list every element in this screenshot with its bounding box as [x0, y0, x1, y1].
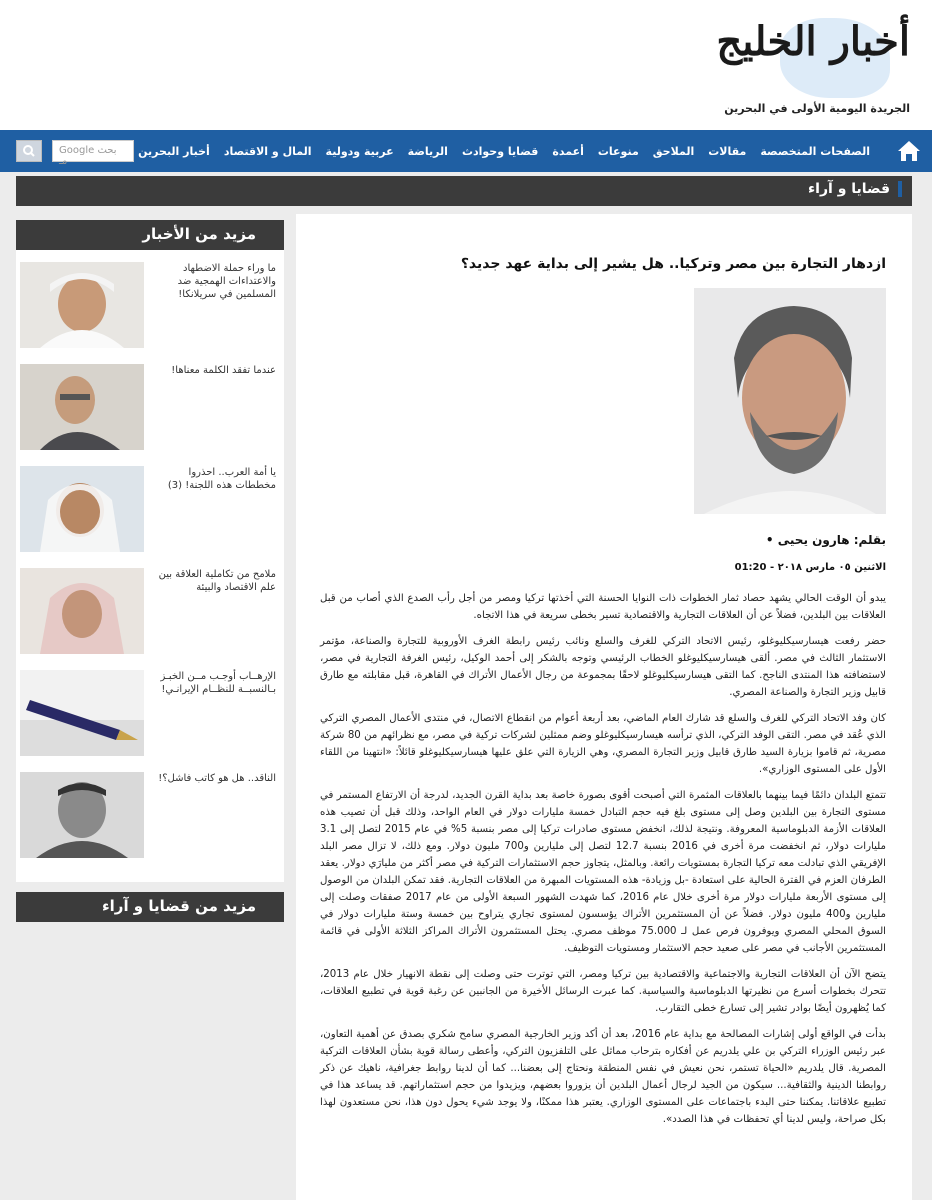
author-thumbnail[interactable]	[20, 568, 144, 654]
main-nav	[0, 130, 932, 172]
nav-item-articles[interactable]: مقالات	[708, 144, 747, 158]
pen-thumbnail[interactable]	[20, 670, 144, 756]
sidebar-item-link[interactable]: يا أمة العرب.. احذروا مخططات هذه اللجنة! (3)	[167, 467, 276, 491]
search-input[interactable]: Google بحث مـ	[52, 140, 134, 162]
article-paragraph: كان وفد الاتحاد التركي للغرف والسلع قد شارك العام الماضي، بعد أربعة أعوام من انقطاع الاتصال، في منتدى الأعمال المصري التركي الذي عُقد في مصر. التقى الوفد التركي، الذي ترأسه هيسارسيكليوغلو وضم ممثلين لشركات تركية في مصر، مع نظرائهم من 80 شركة مصرية، ثم قاموا بزيارة السيد طارق قابيل وزير التجارة المصري، وهي الزيارة التي علق عليها هيسارسيكليوغلو قائلاً: «انتهينا من اللقاء الأول على المستوى الوزاري».	[320, 713, 886, 775]
list-item[interactable]	[16, 362, 284, 462]
sidebar-item-link[interactable]: الإرهــاب أوجـب مــن الخبـز بـالنسبــة للنظــام الإيرانـي!	[160, 671, 276, 695]
nav-item-misc[interactable]: منوعات	[597, 144, 639, 158]
sidebar-item-link[interactable]: ما وراء حملة الاضطهاد والاعتداءات الهمجية ضد المسلمين في سريلانكا!	[177, 263, 276, 300]
section-header	[16, 176, 912, 206]
sidebar-list	[16, 250, 284, 882]
sidebar-item-link[interactable]: عندما تفقد الكلمة معناها!	[171, 365, 276, 376]
article-date: الاثنين ٠٥ مارس ٢٠١٨ - 01:20	[734, 562, 886, 573]
site-logo[interactable]	[716, 18, 910, 118]
article-container	[296, 214, 912, 1200]
nav-item-issues-incidents[interactable]: قضايا وحوادث	[461, 144, 539, 158]
search-button[interactable]	[16, 140, 42, 162]
home-icon[interactable]	[894, 136, 924, 166]
nav-item-supplements[interactable]: الملاحق	[652, 144, 695, 158]
logo-tagline: الجريدة اليومية الأولى في البحرين	[724, 102, 910, 115]
article-paragraph: تتمتع البلدان دائمًا فيما بينهما بالعلاقات المثمرة التي أصبحت أقوى بصورة خاصة بعد بداية القرن الجديد، لدرجة أن الارتفاع المستمر في مستوى التجارة بين البلدين وصل إلى مستوى بلغ فيه حجم التبادل خمسة مليارات دولار في العام الواحد، وذلك قبل أن تصيب هذه العلاقات الأزمة الدبلوماسية المعروفة. ونتيجة لذلك، انخفض مستوى صادرات تركيا إلى مصر بنسبة 5% في عام 2015 لتصل إلى 3.1 مليارات دولار، ثم انخفضت مرة أخرى في 2016 بنسبة 12.7 لتصل إلى مليارين و700 مليون دولار. ومع ذلك، لا تزال مصر البلد الإفريقي الذي تبادلت معه تركيا التجارة بمستويات رائعة. وبالمثل، يتجاوز حجم الاستثمارات التركية في مصر أكثر من مليارَي دولار. يعقد الطرفان العزم في الفترة الحالية على استعادة -بل وزيادة- هذه المستويات المبهرة من العلاقات التجارية. فقد تمكن البلدان من الوصول إلى مستوى الأربعة مليارات دولار مرة أخرى خلال عام 2016، كما شهدت الشهور السبعة الأولى من عام 2017 صفقات وصلت إلى مليارين و400 مليون دولار. فضلاً عن أن المستثمرين الأتراك يؤسسون لمستوى تجاري يتراوح بين خمسة وستة مليارات دولار في السوق المحلي المصري ويوفرون فرص عمل لـ 75.000 موظف مصري. يحتل المستثمرون الأتراك المراكز الثلاثة الأولى في قائمة المستثمرين الأجانب في مصر على صعيد حجم الاستثمار ومستويات التوظيف.	[320, 790, 887, 954]
list-item[interactable]	[16, 770, 284, 870]
search-icon	[17, 141, 41, 161]
article-paragraph: حضر رفعت هيسارسيكليوغلو، رئيس الاتحاد التركي للغرف والسلع ونائب رئيس رابطة الغرف الأوروبية للتجارة والصناعة، مؤتمر الاستثمار الثالث في مصر. ألقى هيسارسيكليوغلو الخطاب الرئيسي وتوجه بالشكر إلى أحمد الوكيل، رئيس الغرفة التجارية في مصر، لاستضافته هذا المنتدى الناجح. كما التقى هيسارسيكليوغلو لاحقًا بمجموعة من رجال الأعمال الأتراك في القاهرة، قبل مقابلته مع طارق قابيل وزير التجارة والصناعة المصري.	[320, 636, 886, 698]
author-thumbnail[interactable]	[20, 262, 144, 348]
logo-wordmark: أخبار الخليج	[716, 18, 910, 65]
sidebar-item-link[interactable]: ملامح من تكاملية العلاقة بين علم الاقتصاد والبيئة	[158, 569, 276, 593]
author-thumbnail[interactable]	[20, 772, 144, 858]
article-byline[interactable]: بقلم: هارون يحيى •	[765, 533, 886, 547]
author-portrait	[694, 288, 886, 514]
sidebar-item-link[interactable]: الناقد.. هل هو كاتب فاشل؟!	[158, 773, 276, 784]
article-body	[320, 590, 886, 1137]
article-headline: ازدهار التجارة بين مصر وتركيا.. هل يشير إلى بداية عهد جديد؟	[460, 256, 886, 272]
nav-item-sports[interactable]: الرياضة	[407, 144, 448, 158]
article-paragraph: بدأت في الواقع أولى إشارات المصالحة مع بداية عام 2016، بعد أن أكد وزير الخارجية المصري سامح شكري بصدق عن أهمية التعاون، عبر رئيس الوزراء التركي بن علي يلدريم عن أفكاره بترحاب مماثل على التلفزيون التركي، وأعطى رسالة قوية بشأن العلاقات التركية المصرية. قال يلدريم «الحياة تستمر، نحن نعيش في نفس المنطقة ونحتاج إلى بعضنا... كما أن لدينا روابط جغرافية، ناهيك عن ذكر روابطنا الدينية والثقافية... سيكون من الجيد لرجال أعمال البلدين أن يزوروا بعضهم، ويزيدوا من حجم استثماراتهم. قد يساعد هذا في تطبيع علاقاتنا. يمكننا حتى البدء باجتماعات على المستوى الوزاري. يعتبر هذا ممكنًا، ولا يوجد شيء يحول دون هذا، نحن مستعدون لهذا بكل صراحة، وليس لدينا أي تحفظات في هذا الصدد».	[320, 1029, 886, 1125]
sidebar	[16, 220, 284, 922]
nav-item-columns[interactable]: أعمدة	[552, 144, 584, 158]
nav-item-specialized-pages[interactable]: الصفحات المتخصصة	[760, 144, 870, 158]
header	[0, 0, 932, 130]
article-paragraph: يبدو أن الوقت الحالي يشهد حصاد ثمار الخطوات ذات النوايا الحسنة التي أخذتها تركيا ومصر من أجل رأب الصدع الذي أصاب من قبل العلاقات بين البلدين، فضلاً عن أن العلاقات التجارية والاقتصادية تسير بخطى سريعة في هذا الاتجاه.	[320, 593, 886, 621]
list-item[interactable]	[16, 260, 284, 360]
list-item[interactable]	[16, 566, 284, 666]
section-title[interactable]: قضايا و آراء	[808, 181, 902, 197]
nav-item-bahrain-news[interactable]: أخبار البحرين	[138, 144, 210, 158]
article-paragraph: يتضح الآن أن العلاقات التجارية والاجتماعية والاقتصادية بين تركيا ومصر، التي توترت حتى وصلت إلى نقطة الانهيار خلال عام 2013، تتحرك بخطوات أسرع من نظيرتها الدبلوماسية والسياسية. كما عبرت الرسائل الأخيرة من الجانبين عن رغبة قوية في تطبيع العلاقات، كما يُظهرون أيضًا بوادر تشير إلى تسارع خطى التقارب.	[320, 969, 886, 1014]
list-item[interactable]	[16, 464, 284, 564]
nav-item-economy[interactable]: المال و الاقتصاد	[223, 144, 312, 158]
more-opinions-link[interactable]: مزيد من قضايا و آراء	[16, 892, 284, 922]
sidebar-title: مزيد من الأخبار	[16, 220, 284, 250]
author-thumbnail[interactable]	[20, 364, 144, 450]
nav-item-arab-international[interactable]: عربية ودولية	[325, 144, 394, 158]
list-item[interactable]	[16, 668, 284, 768]
author-thumbnail[interactable]	[20, 466, 144, 552]
